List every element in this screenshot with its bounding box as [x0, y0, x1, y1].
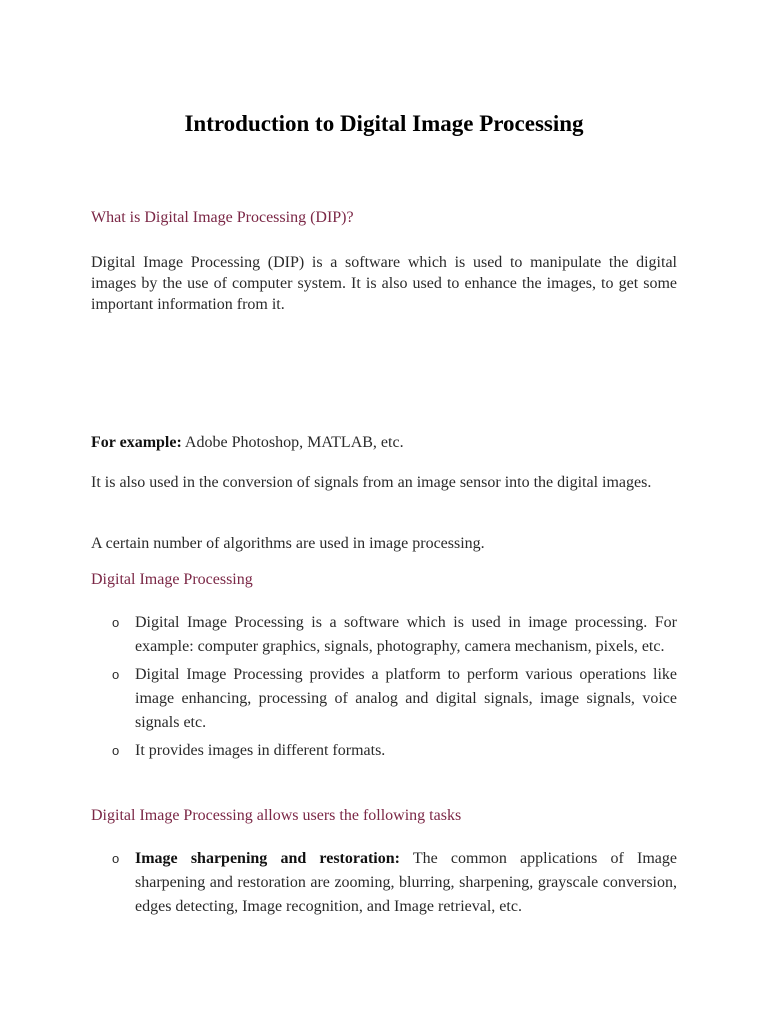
algorithms-paragraph: A certain number of algorithms are used in image processing. [91, 535, 485, 552]
example-label: For example: [91, 434, 182, 451]
bullet-marker-icon: o [112, 743, 120, 758]
list-item-text: Digital Image Processing is a software which is used in image processing. For example: computer graphics, signals, photography, camera mechanism, pixels, etc. [135, 614, 677, 655]
list-item [112, 847, 677, 919]
page-title: Introduction to Digital Image Processing [184, 111, 584, 136]
list-item-text: It provides images in different formats. [135, 742, 386, 759]
section-heading-what-is-dip: What is Digital Image Processing (DIP)? [91, 209, 354, 226]
task-label: Image sharpening and restoration: [135, 850, 400, 867]
section-heading-tasks: Digital Image Processing allows users the following tasks [91, 807, 462, 824]
dip-definition-paragraph: Digital Image Processing (DIP) is a software which is used to manipulate the digital images by the use of computer system. It is also used to enhance the images, to get some important information from it. [91, 254, 677, 313]
bullet-marker-icon: o [112, 851, 120, 866]
dip-bullet-list [112, 611, 677, 767]
tasks-bullet-list [112, 847, 677, 923]
example-paragraph [91, 432, 677, 453]
bullet-marker-icon: o [112, 615, 120, 630]
bullet-marker-icon: o [112, 667, 120, 682]
list-item [112, 663, 677, 735]
section-heading-dip: Digital Image Processing [91, 571, 253, 588]
list-item [112, 611, 677, 659]
example-text: Adobe Photoshop, MATLAB, etc. [181, 434, 404, 451]
list-item [112, 739, 677, 763]
signal-conversion-paragraph: It is also used in the conversion of signals from an image sensor into the digital images. [91, 474, 652, 491]
task-text: The common applications of Image sharpening and restoration are zooming, blurring, sharpening, grayscale conversion, edges detecting, Image recognition, and Image retrieval, etc. [135, 850, 677, 915]
list-item-text: Digital Image Processing provides a platform to perform various operations like image enhancing, processing of analog and digital signals, image signals, voice signals etc. [135, 666, 677, 731]
